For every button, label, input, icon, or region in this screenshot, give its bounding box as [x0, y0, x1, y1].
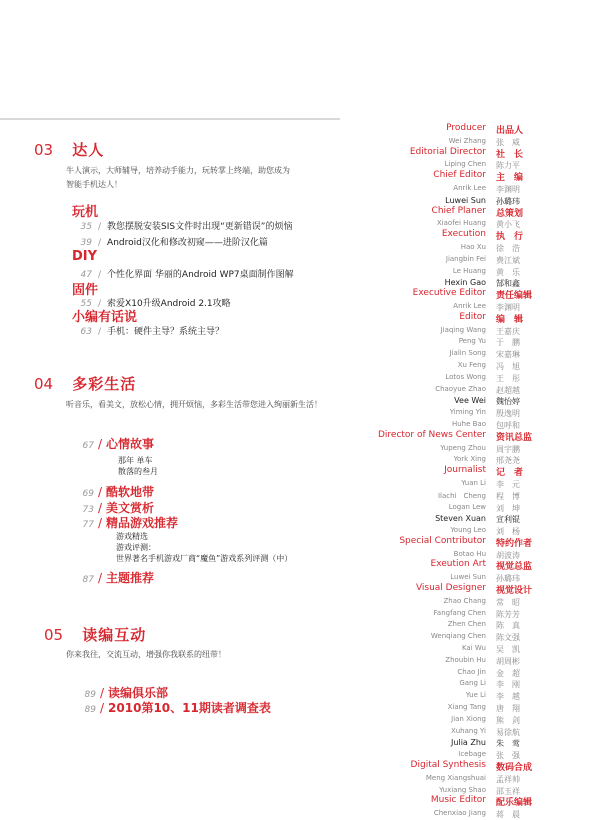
- toc-entry-essays[interactable]: 73 / 美文赏析: [82, 501, 155, 515]
- top-divider: [0, 118, 340, 120]
- section-05-header: [44, 624, 146, 645]
- credit-name-cn: 程 博: [496, 491, 520, 501]
- credit-name-en: Fangfang Chen: [433, 608, 486, 617]
- credit-name-cn: 李 越: [496, 692, 520, 702]
- credit-name-row: [370, 395, 570, 407]
- toc-entry-games[interactable]: 77 / 精品游戏推荐: [82, 516, 179, 530]
- credit-name-row: [370, 372, 570, 384]
- credit-name-cn: 黄 乐: [496, 267, 520, 277]
- credit-name-en: Young Leo: [450, 526, 486, 535]
- credit-name-cn: 于 鹏: [496, 338, 520, 348]
- section-03-desc: 牛人演示，大师辅导，培养动手能力，玩转掌上终端，助您成为 智能手机达人！: [66, 166, 290, 189]
- credit-role-row: [370, 584, 570, 596]
- section-04-desc: 听音乐，看美文，放松心情，拥开烦恼，多彩生活带您进入绚丽新生活！: [66, 400, 322, 409]
- section-number: 05: [44, 626, 64, 644]
- credit-name-cn: 李 刚: [496, 680, 520, 690]
- credit-name-cn: 李渊明: [496, 184, 520, 194]
- credit-role-row: [370, 466, 570, 478]
- credit-name-row: [370, 242, 570, 254]
- credit-name-cn: 朱 莺: [496, 739, 520, 749]
- credit-name-row: [370, 384, 570, 396]
- credit-name-en: Liping Chen: [444, 160, 486, 169]
- credit-name-row: [370, 513, 570, 525]
- credit-role-en: Journalist: [444, 465, 486, 476]
- toc-entry-mood-story[interactable]: 67 / 心情故事: [82, 437, 155, 451]
- credit-name-cn: 冯 旭: [496, 361, 520, 371]
- credit-name-cn: 陈芳芳: [496, 609, 520, 619]
- credit-name-row: [370, 737, 570, 749]
- credit-role-cn: 总策划: [496, 208, 524, 219]
- credit-role-cn: 数码合成: [496, 763, 533, 774]
- credit-name-en: Yuan Li: [461, 478, 486, 487]
- credit-name-en: Xuhang Yi: [450, 726, 486, 735]
- section-number: 03: [34, 141, 54, 159]
- credit-name-en: Xiaofei Huang: [436, 219, 486, 228]
- credit-name-en: Lotos Wong: [445, 372, 486, 381]
- credit-name-en: Steven Xuan: [435, 514, 486, 524]
- credit-name-en: Logan Lew: [448, 502, 486, 511]
- credit-name-row: [370, 254, 570, 266]
- credit-role-cn: 社 长: [496, 149, 524, 160]
- credit-role-en: Visual Designer: [415, 583, 486, 594]
- credit-role-cn: 视觉设计: [496, 586, 533, 597]
- credit-name-en: Meng Xiangshuai: [425, 773, 486, 782]
- credit-role-cn: 配乐编辑: [496, 798, 533, 809]
- credit-name-cn: 殷逸明: [496, 409, 520, 419]
- credit-name-cn: 王 彤: [496, 373, 520, 383]
- toc-entry[interactable]: 35 / 教您摆脱安装SIS文件时出现“更新错误”的烦恼: [80, 222, 293, 232]
- credit-name-row: [370, 702, 570, 714]
- toc-entry-reader-club[interactable]: 89 / 读编俱乐部: [84, 686, 169, 700]
- credit-name-en: Anrik Lee: [453, 301, 486, 310]
- sub-entry[interactable]: 游戏精选: [116, 532, 148, 541]
- toc-entry-software[interactable]: 69 / 酷软地带: [82, 485, 155, 499]
- section-number: 04: [34, 375, 54, 393]
- credit-name-cn: 黄小飞: [496, 220, 520, 230]
- section-05-desc: 你来我往，交流互动，增强你我联系的纽带！: [66, 650, 226, 659]
- credit-name-cn: 刘 坤: [496, 503, 520, 513]
- credit-name-cn: 宣利锟: [496, 515, 520, 525]
- credit-name-en: Xiang Tang: [447, 703, 486, 712]
- credit-role-en: Execution: [441, 229, 486, 240]
- credit-role-cn: 记 者: [496, 468, 524, 479]
- credit-name-cn: 常 昭: [496, 597, 520, 607]
- credit-name-en: Yupeng Zhou: [440, 443, 486, 452]
- toc-entry-themes[interactable]: 87 / 主题推荐: [82, 571, 155, 585]
- credit-name-en: Luwei Sun: [445, 195, 486, 205]
- credit-name-cn: 吴 凯: [496, 645, 520, 655]
- credit-name-row: [370, 348, 570, 360]
- credit-name-en: Hao Xu: [460, 242, 486, 251]
- credit-name-cn: 包呼和: [496, 420, 520, 430]
- credit-role-row: [370, 148, 570, 160]
- credit-role-en: Exeution Art: [430, 559, 486, 570]
- credit-role-en: Director of News Center: [377, 429, 486, 440]
- credit-name-row: [370, 336, 570, 348]
- toc-entry[interactable]: 55 / 索爱X10升级Android 2.1攻略: [80, 299, 231, 309]
- credit-name-row: [370, 490, 570, 502]
- toc-entry-reader-survey[interactable]: 89 / 2010第10、11期读者调查表: [84, 701, 271, 715]
- sub-entry[interactable]: 散落的叁月: [118, 467, 158, 476]
- credit-role-en: Digital Synthesis: [410, 760, 486, 771]
- sub-entry[interactable]: 那年 单车: [118, 456, 153, 465]
- credit-name-en: Icebage: [458, 750, 486, 759]
- credit-name-cn: 李渊明: [496, 302, 520, 312]
- credit-name-cn: 张 强: [496, 751, 520, 761]
- credit-name-cn: 陈力平: [496, 161, 520, 171]
- section-04-header: [34, 373, 136, 394]
- credit-name-row: [370, 502, 570, 514]
- staff-credits: [370, 124, 570, 820]
- credit-name-cn: 邢尧尧: [496, 456, 520, 466]
- section-title: 读编互动: [82, 626, 147, 644]
- credit-name-row: [370, 266, 570, 278]
- credit-name-en: Le Huang: [452, 266, 486, 275]
- credit-name-row: [370, 808, 570, 820]
- credit-name-row: [370, 608, 570, 620]
- credit-role-en: Chief Editor: [433, 170, 486, 181]
- credit-role-en: Editor: [459, 311, 486, 322]
- credit-name-row: [370, 183, 570, 195]
- credit-name-cn: 陈 真: [496, 621, 520, 631]
- credit-name-row: [370, 407, 570, 419]
- credit-name-row: [370, 655, 570, 667]
- credit-role-row: [370, 560, 570, 572]
- credit-name-en: Xu Feng: [457, 360, 486, 369]
- sub-entry[interactable]: 世界著名手机游戏厂商“魔鱼”游戏系列评测（中）: [116, 554, 293, 563]
- credit-name-row: [370, 478, 570, 490]
- credit-name-en: Yiming Yin: [449, 408, 486, 417]
- credit-role-cn: 执 行: [496, 232, 524, 243]
- credit-role-cn: 特约作者: [496, 538, 533, 549]
- credit-role-row: [370, 761, 570, 773]
- credit-role-row: [370, 124, 570, 136]
- credit-role-row: [370, 171, 570, 183]
- credit-name-cn: 易徐航: [496, 727, 520, 737]
- credit-name-en: Julia Zhu: [451, 738, 486, 748]
- credit-name-row: [370, 443, 570, 455]
- credit-name-en: Chenxiao Jiang: [433, 809, 486, 818]
- credit-name-en: Peng Yu: [458, 337, 486, 346]
- credit-role-row: [370, 431, 570, 443]
- credit-name-en: Kai Wu: [461, 644, 486, 653]
- credit-name-cn: 胡周彬: [496, 656, 520, 666]
- credit-name-row: [370, 643, 570, 655]
- credit-name-cn: 邵玉祥: [496, 786, 520, 796]
- credit-name-cn: 李 元: [496, 479, 520, 489]
- credit-name-cn: 陈文强: [496, 633, 520, 643]
- credit-name-en: Hexin Gao: [444, 278, 486, 288]
- toc-entry[interactable]: 63 / 手机：硬件主导？系统主导？: [80, 327, 225, 337]
- credit-name-row: [370, 690, 570, 702]
- credit-name-en: Botao Hu: [453, 549, 486, 558]
- credit-name-en: Anrik Lee: [453, 183, 486, 192]
- credit-role-cn: 视觉总监: [496, 562, 533, 573]
- credit-role-cn: 编 辑: [496, 314, 524, 325]
- credit-role-en: Special Contributor: [399, 535, 486, 546]
- credit-name-en: Jian Xiong: [451, 714, 486, 723]
- credit-role-en: Music Editor: [430, 795, 486, 806]
- credit-name-row: [370, 773, 570, 785]
- credit-role-en: Executive Editor: [412, 288, 486, 299]
- credit-name-en: Wei Zhang: [448, 136, 486, 145]
- credit-name-cn: 金 超: [496, 668, 520, 678]
- credit-name-en: Yuxiang Shao: [439, 785, 486, 794]
- credit-name-row: [370, 596, 570, 608]
- credit-name-cn: 孟祥帅: [496, 774, 520, 784]
- credit-name-row: [370, 325, 570, 337]
- credit-role-row: [370, 796, 570, 808]
- credit-name-en: Jialin Song: [449, 349, 486, 358]
- credit-name-cn: 刘 杨: [496, 527, 520, 537]
- credit-name-en: Jiaqing Wang: [440, 325, 486, 334]
- credit-name-cn: 魏怡婷: [496, 397, 520, 407]
- credit-role-row: [370, 230, 570, 242]
- credit-role-row: [370, 289, 570, 301]
- category-wanji[interactable]: 玩机: [72, 205, 99, 220]
- credit-name-cn: 熊 剑: [496, 715, 520, 725]
- credit-role-row: [370, 207, 570, 219]
- category-editor-talk[interactable]: 小编有话说: [72, 310, 138, 325]
- credit-name-en: Chao Jin: [457, 667, 486, 676]
- credit-name-cn: 周宇鹏: [496, 444, 520, 454]
- credit-name-en: Gang Li: [459, 679, 486, 688]
- credit-name-cn: 赵超越: [496, 385, 520, 395]
- section-title: 达人: [72, 141, 105, 159]
- credit-role-en: Producer: [446, 123, 486, 133]
- sub-entry[interactable]: 游戏评测：: [116, 543, 156, 552]
- credit-name-row: [370, 678, 570, 690]
- credit-name-row: [370, 631, 570, 643]
- section-title: 多彩生活: [72, 375, 137, 393]
- category-diy[interactable]: DIY: [72, 249, 98, 264]
- category-firmware[interactable]: 固件: [72, 283, 99, 298]
- credit-name-en: Luwei Sun: [450, 573, 486, 582]
- section-03-header: [34, 139, 104, 160]
- credit-name-cn: 费江斌: [496, 255, 520, 265]
- credit-name-cn: 蒋 晨: [496, 810, 520, 820]
- credit-name-en: Huhe Bao: [451, 419, 486, 428]
- credit-name-en: Zhao Chang: [443, 596, 486, 605]
- credit-name-row: [370, 360, 570, 372]
- credit-name-en: Wenqiang Chen: [430, 632, 486, 641]
- credit-name-cn: 孙璐玮: [496, 196, 520, 206]
- credit-name-en: Yue Li: [465, 691, 486, 700]
- credit-name-cn: 胡波涛: [496, 550, 520, 560]
- toc-entry[interactable]: 47 / 个性化界面 华丽的Android WP7桌面制作图解: [80, 270, 294, 280]
- credit-role-row: [370, 537, 570, 549]
- credit-name-cn: 唐 翔: [496, 704, 520, 714]
- credit-name-cn: 孙璐玮: [496, 574, 520, 584]
- credit-name-row: [370, 667, 570, 679]
- toc-entry[interactable]: 39 / Android汉化和修改初窥——进阶汉化篇: [80, 238, 268, 248]
- credit-role-en: Editorial Director: [409, 146, 486, 157]
- credit-role-cn: 责任编辑: [496, 291, 533, 302]
- credit-name-row: [370, 714, 570, 726]
- credit-name-en: York Xing: [453, 455, 486, 464]
- credit-name-cn: 王嘉庆: [496, 326, 520, 336]
- credit-name-en: Vee Wei: [454, 396, 486, 406]
- credit-name-cn: 宋嘉琳: [496, 350, 520, 360]
- credit-name-cn: 郜和鑫: [496, 279, 520, 289]
- credit-name-en: Zhoubin Hu: [445, 655, 486, 664]
- credit-name-en: Zhen Chen: [447, 620, 486, 629]
- credit-name-cn: 张 威: [496, 137, 520, 147]
- credit-name-en: Ilachi Cheng: [437, 491, 486, 500]
- credit-name-en: Jiangbin Fei: [445, 254, 486, 263]
- credit-role-row: [370, 313, 570, 325]
- credit-role-cn: 主 编: [496, 173, 524, 184]
- credit-name-row: [370, 619, 570, 631]
- credit-role-en: Chief Planer: [431, 205, 486, 216]
- credit-name-cn: 徐 浩: [496, 243, 520, 253]
- credit-role-cn: 出品人: [496, 126, 524, 136]
- credit-name-en: Chaoyue Zhao: [435, 384, 486, 393]
- credit-role-cn: 资讯总监: [496, 432, 533, 443]
- credit-name-row: [370, 726, 570, 738]
